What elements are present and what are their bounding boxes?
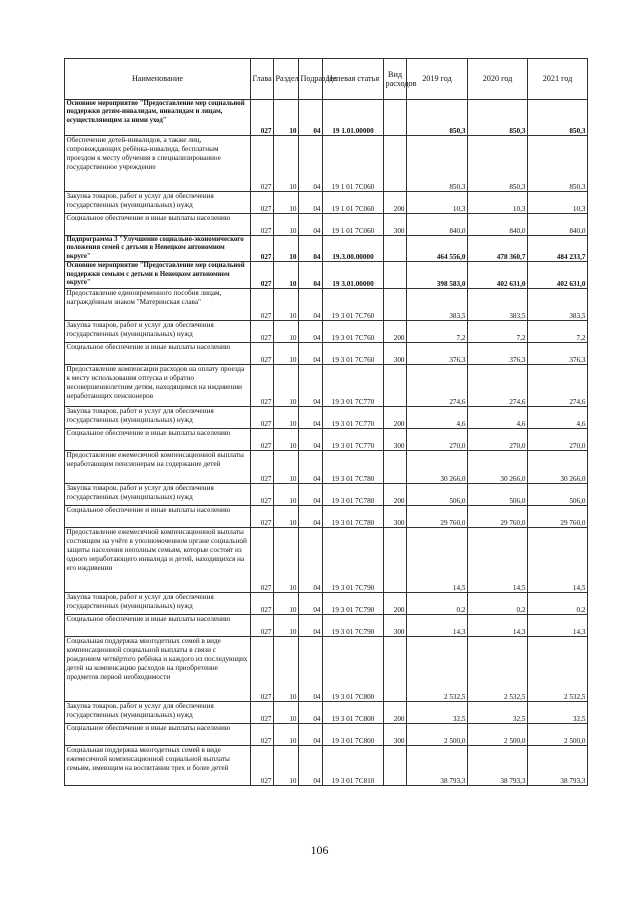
- cell-name: Социальное обеспечение и иные выплаты населению: [65, 428, 251, 450]
- cell-glava: 027: [251, 527, 274, 592]
- cell-podrazdel: 04: [299, 262, 323, 288]
- col-header-2019: 2019 год: [407, 59, 468, 100]
- table-row: [65, 342, 588, 364]
- cell-y2021: 38 793,3: [528, 745, 588, 785]
- cell-vid: [384, 236, 407, 262]
- cell-podrazdel: 04: [299, 450, 323, 483]
- col-header-2021: 2021 год: [528, 59, 588, 100]
- cell-glava: 027: [251, 364, 274, 406]
- cell-podrazdel: 04: [299, 428, 323, 450]
- cell-vid: 300: [384, 342, 407, 364]
- cell-glava: 027: [251, 723, 274, 745]
- cell-y2019: 38 793,3: [407, 745, 468, 785]
- cell-target: 19 3 01 7С800: [323, 701, 384, 723]
- cell-razdel: 10: [274, 636, 299, 701]
- cell-razdel: 10: [274, 527, 299, 592]
- table-row: [65, 723, 588, 745]
- table-row: [65, 428, 588, 450]
- cell-y2019: 464 556,0: [407, 236, 468, 262]
- col-header-razdel: Раздел: [274, 59, 299, 100]
- cell-y2019: 29 760,0: [407, 505, 468, 527]
- cell-podrazdel: 04: [299, 505, 323, 527]
- cell-vid: 300: [384, 428, 407, 450]
- cell-razdel: 10: [274, 320, 299, 342]
- cell-target: 19 3 01 7С770: [323, 406, 384, 428]
- cell-glava: 027: [251, 614, 274, 636]
- cell-podrazdel: 04: [299, 100, 323, 136]
- table-row: [65, 100, 588, 136]
- table-row: [65, 288, 588, 320]
- table-row: [65, 262, 588, 288]
- cell-y2021: 7,2: [528, 320, 588, 342]
- cell-name: Социальное обеспечение и иные выплаты населению: [65, 614, 251, 636]
- col-header-podrazdel: Подраздел: [299, 59, 323, 100]
- cell-target: 19 1 01 7С060: [323, 136, 384, 192]
- table-row: [65, 592, 588, 614]
- cell-y2019: 274,6: [407, 364, 468, 406]
- col-header-vid: Вид расходов: [384, 59, 407, 100]
- cell-vid: [384, 450, 407, 483]
- cell-y2021: 0,2: [528, 592, 588, 614]
- cell-razdel: 10: [274, 100, 299, 136]
- cell-name: Социальное обеспечение и иные выплаты населению: [65, 505, 251, 527]
- table-row: [65, 527, 588, 592]
- cell-glava: 027: [251, 636, 274, 701]
- cell-razdel: 10: [274, 342, 299, 364]
- cell-name: Основное мероприятие "Предоставление мер социальной поддержки семьям с детьми в Ненецком автономном округе": [65, 262, 251, 288]
- cell-podrazdel: 04: [299, 342, 323, 364]
- cell-razdel: 10: [274, 745, 299, 785]
- cell-razdel: 10: [274, 262, 299, 288]
- cell-glava: 027: [251, 483, 274, 505]
- cell-y2020: 14,3: [468, 614, 528, 636]
- cell-y2021: 30 266,0: [528, 450, 588, 483]
- cell-target: 19 3 01 7С760: [323, 288, 384, 320]
- cell-target: 19 3 01 7С800: [323, 723, 384, 745]
- cell-name: Предоставление ежемесячной компенсационной выплаты неработающим пенсионерам на содержание детей: [65, 450, 251, 483]
- cell-y2020: 30 266,0: [468, 450, 528, 483]
- cell-podrazdel: 04: [299, 192, 323, 214]
- cell-name: Закупка товаров, работ и услуг для обеспечения государственных (муниципальных) нужд: [65, 192, 251, 214]
- cell-glava: 027: [251, 428, 274, 450]
- cell-y2020: 478 360,7: [468, 236, 528, 262]
- cell-name: Обеспечение детей-инвалидов, а также лиц, сопровождающих ребёнка-инвалида, бесплатным проездом к месту обучения в специализированное государственное учреждение: [65, 136, 251, 192]
- cell-y2019: 270,0: [407, 428, 468, 450]
- cell-vid: [384, 136, 407, 192]
- cell-razdel: 10: [274, 236, 299, 262]
- cell-y2019: 14,5: [407, 527, 468, 592]
- cell-y2020: 10,3: [468, 192, 528, 214]
- cell-y2019: 14,3: [407, 614, 468, 636]
- cell-y2021: 274,6: [528, 364, 588, 406]
- cell-y2020: 0,2: [468, 592, 528, 614]
- table-row: [65, 483, 588, 505]
- cell-y2020: 14,5: [468, 527, 528, 592]
- cell-y2021: 383,5: [528, 288, 588, 320]
- cell-vid: 300: [384, 614, 407, 636]
- page-number: 106: [310, 843, 329, 857]
- cell-razdel: 10: [274, 483, 299, 505]
- cell-glava: 027: [251, 236, 274, 262]
- cell-y2019: 376,3: [407, 342, 468, 364]
- cell-y2019: 30 266,0: [407, 450, 468, 483]
- cell-y2020: 376,3: [468, 342, 528, 364]
- table-row: [65, 614, 588, 636]
- cell-y2020: 4,6: [468, 406, 528, 428]
- cell-y2019: 850,3: [407, 136, 468, 192]
- cell-name: Закупка товаров, работ и услуг для обеспечения государственных (муниципальных) нужд: [65, 320, 251, 342]
- cell-y2019: 2 500,0: [407, 723, 468, 745]
- cell-name: Закупка товаров, работ и услуг для обеспечения государственных (муниципальных) нужд: [65, 701, 251, 723]
- cell-vid: [384, 100, 407, 136]
- cell-y2021: 32,5: [528, 701, 588, 723]
- table-row: [65, 505, 588, 527]
- cell-name: Социальная поддержка многодетных семей в виде компенсационной социальной выплаты в связи с рождением четвёртого ребёнка и каждого из последующих детей на компенсацию расходов на приобретение предметов первой необходимости: [65, 636, 251, 701]
- cell-razdel: 10: [274, 614, 299, 636]
- cell-y2021: 506,0: [528, 483, 588, 505]
- cell-target: 19 1 01 7С060: [323, 192, 384, 214]
- cell-y2021: 270,0: [528, 428, 588, 450]
- cell-vid: 300: [384, 505, 407, 527]
- cell-y2020: 7,2: [468, 320, 528, 342]
- cell-podrazdel: 04: [299, 483, 323, 505]
- cell-target: 19 3 01 7С770: [323, 428, 384, 450]
- cell-razdel: 10: [274, 192, 299, 214]
- cell-glava: 027: [251, 342, 274, 364]
- cell-y2019: 10,3: [407, 192, 468, 214]
- cell-name: Социальная поддержка многодетных семей в виде ежемесячной компенсационной социальной выплаты семьям, имеющим на воспитании трех и более детей: [65, 745, 251, 785]
- cell-y2019: 4,6: [407, 406, 468, 428]
- cell-vid: 200: [384, 483, 407, 505]
- cell-glava: 027: [251, 505, 274, 527]
- cell-podrazdel: 04: [299, 214, 323, 236]
- cell-glava: 027: [251, 214, 274, 236]
- cell-glava: 027: [251, 320, 274, 342]
- cell-y2020: 506,0: [468, 483, 528, 505]
- table-row: [65, 320, 588, 342]
- cell-glava: 027: [251, 592, 274, 614]
- table-row: [65, 214, 588, 236]
- cell-vid: 300: [384, 214, 407, 236]
- cell-podrazdel: 04: [299, 614, 323, 636]
- table-row: [65, 406, 588, 428]
- cell-y2021: 29 760,0: [528, 505, 588, 527]
- cell-razdel: 10: [274, 723, 299, 745]
- cell-y2020: 850,3: [468, 100, 528, 136]
- cell-y2021: 4,6: [528, 406, 588, 428]
- cell-y2019: 506,0: [407, 483, 468, 505]
- cell-y2020: 38 793,3: [468, 745, 528, 785]
- col-header-target: Целевая статья: [323, 59, 384, 100]
- cell-vid: [384, 288, 407, 320]
- cell-glava: 027: [251, 701, 274, 723]
- table-row: [65, 364, 588, 406]
- cell-razdel: 10: [274, 364, 299, 406]
- cell-y2019: 840,0: [407, 214, 468, 236]
- budget-table: [64, 58, 588, 786]
- cell-y2021: 840,0: [528, 214, 588, 236]
- cell-y2019: 398 583,0: [407, 262, 468, 288]
- cell-y2020: 32,5: [468, 701, 528, 723]
- cell-y2019: 7,2: [407, 320, 468, 342]
- cell-y2021: 484 233,7: [528, 236, 588, 262]
- table-row: [65, 450, 588, 483]
- cell-y2021: 14,3: [528, 614, 588, 636]
- cell-y2019: 32,5: [407, 701, 468, 723]
- cell-target: 19 3 01 7С800: [323, 636, 384, 701]
- table-row: [65, 236, 588, 262]
- cell-y2021: 402 631,0: [528, 262, 588, 288]
- cell-vid: [384, 262, 407, 288]
- cell-y2021: 10,3: [528, 192, 588, 214]
- cell-target: 19 1 01 7С060: [323, 214, 384, 236]
- col-header-name: Наименование: [65, 59, 251, 100]
- cell-target: 19 3 01 7С760: [323, 342, 384, 364]
- cell-target: 19 3 01 7С780: [323, 450, 384, 483]
- cell-name: Предоставление единовременного пособия лицам, награждённым знаком "Материнская слава": [65, 288, 251, 320]
- cell-name: Закупка товаров, работ и услуг для обеспечения государственных (муниципальных) нужд: [65, 592, 251, 614]
- cell-podrazdel: 04: [299, 723, 323, 745]
- cell-vid: [384, 636, 407, 701]
- cell-podrazdel: 04: [299, 320, 323, 342]
- cell-name: Основное мероприятие "Предоставление мер социальной поддержки детям-инвалидам, инвалидам и лицам, осуществляющим за ними уход": [65, 100, 251, 136]
- cell-y2021: 376,3: [528, 342, 588, 364]
- cell-y2020: 2 500,0: [468, 723, 528, 745]
- cell-glava: 027: [251, 262, 274, 288]
- cell-razdel: 10: [274, 136, 299, 192]
- cell-y2019: 850,3: [407, 100, 468, 136]
- cell-podrazdel: 04: [299, 236, 323, 262]
- cell-y2020: 402 631,0: [468, 262, 528, 288]
- cell-razdel: 10: [274, 450, 299, 483]
- cell-podrazdel: 04: [299, 636, 323, 701]
- cell-target: 19 3.01.00000: [323, 262, 384, 288]
- cell-podrazdel: 04: [299, 701, 323, 723]
- cell-name: Социальное обеспечение и иные выплаты населению: [65, 342, 251, 364]
- cell-glava: 027: [251, 136, 274, 192]
- col-header-2020: 2020 год: [468, 59, 528, 100]
- cell-vid: 200: [384, 406, 407, 428]
- cell-glava: 027: [251, 100, 274, 136]
- cell-glava: 027: [251, 192, 274, 214]
- cell-podrazdel: 04: [299, 364, 323, 406]
- cell-podrazdel: 04: [299, 288, 323, 320]
- cell-target: 19 3 01 7С790: [323, 614, 384, 636]
- cell-target: 19 3 01 7С810: [323, 745, 384, 785]
- cell-razdel: 10: [274, 592, 299, 614]
- cell-y2020: 29 760,0: [468, 505, 528, 527]
- cell-razdel: 10: [274, 288, 299, 320]
- cell-razdel: 10: [274, 406, 299, 428]
- cell-y2020: 850,3: [468, 136, 528, 192]
- cell-y2020: 270,0: [468, 428, 528, 450]
- cell-name: Подпрограмма 3 "Улучшение социально-экономического положения семей с детьми в Ненецком автономном округе": [65, 236, 251, 262]
- cell-target: 19 3 01 7С760: [323, 320, 384, 342]
- cell-y2019: 0,2: [407, 592, 468, 614]
- cell-y2020: 383,5: [468, 288, 528, 320]
- cell-y2021: 850,3: [528, 136, 588, 192]
- cell-razdel: 10: [274, 505, 299, 527]
- cell-target: 19 1.01.00000: [323, 100, 384, 136]
- cell-podrazdel: 04: [299, 136, 323, 192]
- cell-glava: 027: [251, 406, 274, 428]
- cell-podrazdel: 04: [299, 592, 323, 614]
- cell-glava: 027: [251, 745, 274, 785]
- cell-target: 19 3 01 7С780: [323, 483, 384, 505]
- table-row: [65, 136, 588, 192]
- cell-target: 19 3 01 7С770: [323, 364, 384, 406]
- cell-glava: 027: [251, 288, 274, 320]
- cell-vid: [384, 364, 407, 406]
- cell-name: Социальное обеспечение и иные выплаты населению: [65, 723, 251, 745]
- table-row: [65, 636, 588, 701]
- cell-y2020: 840,0: [468, 214, 528, 236]
- cell-vid: 200: [384, 192, 407, 214]
- table-row: [65, 701, 588, 723]
- cell-podrazdel: 04: [299, 406, 323, 428]
- cell-y2020: 2 532,5: [468, 636, 528, 701]
- cell-target: 19.3.00.00000: [323, 236, 384, 262]
- cell-vid: 200: [384, 592, 407, 614]
- cell-vid: 200: [384, 320, 407, 342]
- table-row: [65, 192, 588, 214]
- cell-glava: 027: [251, 450, 274, 483]
- cell-podrazdel: 04: [299, 527, 323, 592]
- cell-y2021: 14,5: [528, 527, 588, 592]
- table-row: [65, 745, 588, 785]
- cell-podrazdel: 04: [299, 745, 323, 785]
- cell-name: Закупка товаров, работ и услуг для обеспечения государственных (муниципальных) нужд: [65, 483, 251, 505]
- cell-y2019: 383,5: [407, 288, 468, 320]
- cell-razdel: 10: [274, 701, 299, 723]
- cell-target: 19 3 01 7С780: [323, 505, 384, 527]
- table-header-row: [65, 59, 588, 100]
- cell-target: 19 3 01 7С790: [323, 527, 384, 592]
- cell-vid: [384, 527, 407, 592]
- cell-y2020: 274,6: [468, 364, 528, 406]
- cell-razdel: 10: [274, 428, 299, 450]
- cell-name: Социальное обеспечение и иные выплаты населению: [65, 214, 251, 236]
- cell-y2021: 850,3: [528, 100, 588, 136]
- cell-vid: 200: [384, 701, 407, 723]
- cell-name: Закупка товаров, работ и услуг для обеспечения государственных (муниципальных) нужд: [65, 406, 251, 428]
- cell-vid: 300: [384, 723, 407, 745]
- cell-y2021: 2 532,5: [528, 636, 588, 701]
- cell-target: 19 3 01 7С790: [323, 592, 384, 614]
- cell-razdel: 10: [274, 214, 299, 236]
- cell-y2021: 2 500,0: [528, 723, 588, 745]
- cell-y2019: 2 532,5: [407, 636, 468, 701]
- col-header-glava: Глава: [251, 59, 274, 100]
- cell-name: Предоставление компенсации расходов на оплату проезда к месту использования отпуска и обратно несовершеннолетним детям, находящимся на иждивении неработающих пенсионеров: [65, 364, 251, 406]
- cell-vid: [384, 745, 407, 785]
- cell-name: Предоставление ежемесячной компенсационной выплаты состоящим на учёте в уполномоченном органе социальной защиты населения неполным семьям, которые состоят из одного неработающего инвалида и детей, находящихся на его иждивении: [65, 527, 251, 592]
